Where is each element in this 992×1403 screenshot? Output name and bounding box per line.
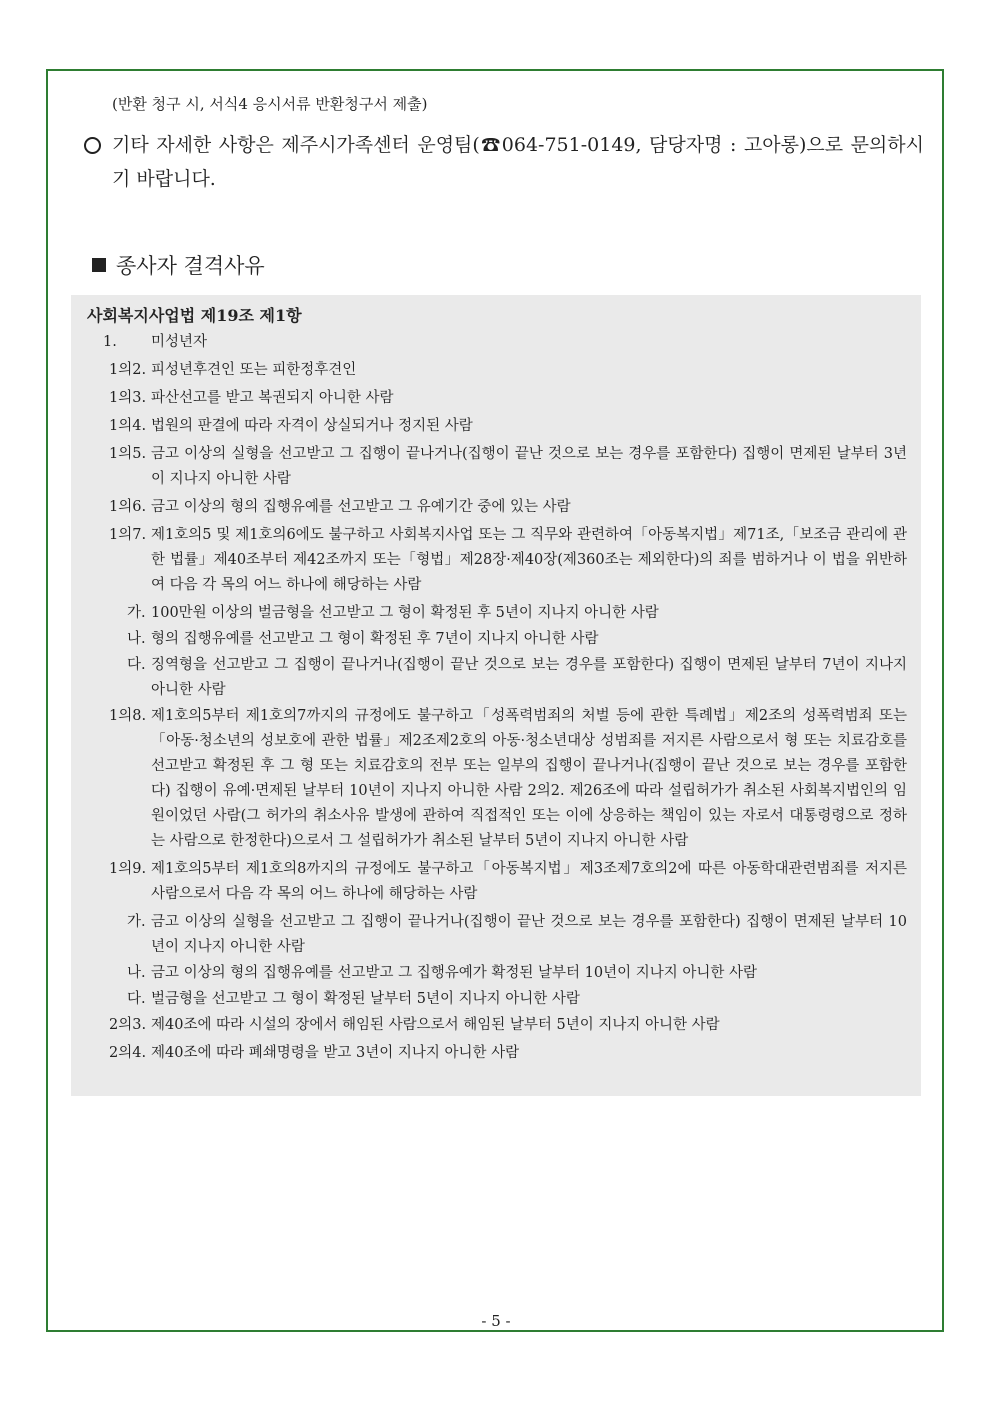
item-text: 금고 이상의 형의 집행유예를 선고받고 그 유예기간 중에 있는 사람 [151,499,571,515]
list-item [71,1041,921,1066]
item-text: 금고 이상의 실형을 선고받고 그 집행이 끝나거나(집행이 끝난 것으로 보는 경우를 포함한다) 집행이 면제된 날부터 3년이 지나지 아니한 사람 [151,446,907,487]
section-title-text: 종사자 결격사유 [116,254,265,278]
item-number: 1의7. [109,527,147,543]
sub-item-text: 징역형을 선고받고 그 집행이 끝나거나(집행이 끝난 것으로 보는 경우를 포함한다) 집행이 면제된 날부터 7년이 지나지 아니한 사람 [151,657,907,698]
item-number: 2의4. [109,1045,147,1061]
list-item [71,857,921,907]
sub-item-marker: 가. [127,914,146,930]
page-number: - 5 - [481,1312,511,1330]
list-item [71,704,921,854]
item-number: 1의4. [109,418,147,434]
item-number: 1의8. [109,708,147,724]
item-text: 피성년후견인 또는 피한정후견인 [151,362,357,378]
item-number: 1의6. [109,499,147,515]
sub-item-marker: 나. [127,631,146,647]
item-text: 법원의 판결에 따라 자격이 상실되거나 정지된 사람 [151,418,473,434]
contact-text: 기타 자세한 사항은 제주시가족센터 운영팀(☎064-751-0149, 담당자명 : 고아롱)으로 문의하시기 바랍니다. [112,134,924,190]
disqualification-box [71,295,921,1096]
list-item [71,330,921,355]
sub-item-marker: 다. [127,657,146,673]
item-number: 1의9. [109,861,147,877]
section-title [92,250,265,280]
list-item [71,358,921,383]
sub-item [71,627,921,652]
item-number: 1의3. [109,390,147,406]
item-text: 제40조에 따라 폐쇄명령을 받고 3년이 지나지 아니한 사람 [151,1045,520,1061]
sub-item [71,601,921,626]
sub-item [71,987,921,1012]
item-number: 1. [103,334,117,350]
sub-item-text: 금고 이상의 실형을 선고받고 그 집행이 끝나거나(집행이 끝난 것으로 보는 경우를 포함한다) 집행이 면제된 날부터 10년이 지나지 아니한 사람 [151,914,907,955]
contact-paragraph [84,128,924,196]
item-text: 미성년자 [151,334,208,350]
item-number: 1의2. [109,362,147,378]
item-text: 제40조에 따라 시설의 장에서 해임된 사람으로서 해임된 날부터 5년이 지나지 아니한 사람 [151,1017,720,1033]
circle-bullet-icon [84,137,101,154]
sub-item-text: 형의 집행유예를 선고받고 그 형이 확정된 후 7년이 지나지 아니한 사람 [151,631,599,647]
item-number: 2의3. [109,1017,147,1033]
sub-item-marker: 나. [127,965,146,981]
sub-item [71,653,921,703]
item-text: 제1호의5부터 제1호의8까지의 규정에도 불구하고「아동복지법」제3조제7호의2에 따른 아동학대관련범죄를 저지른 사람으로서 다음 각 목의 어느 하나에 해당하는 사람 [151,861,907,902]
sub-item-text: 100만원 이상의 벌금형을 선고받고 그 형이 확정된 후 5년이 지나지 아니한 사람 [151,605,659,621]
item-number: 1의5. [109,446,147,462]
item-text: 파산선고를 받고 복권되지 아니한 사람 [151,390,394,406]
list-item [71,414,921,439]
list-item [71,523,921,598]
refund-note: (반환 청구 시, 서식4 응시서류 반환청구서 제출) [112,95,428,113]
sub-item-text: 벌금형을 선고받고 그 형이 확정된 날부터 5년이 지나지 아니한 사람 [151,991,580,1007]
sub-item [71,910,921,960]
list-item [71,386,921,411]
item-text: 제1호의5부터 제1호의7까지의 규정에도 불구하고「성폭력범죄의 처벌 등에 관한 특례법」제2조의 성폭력범죄 또는「아동·청소년의 성보호에 관한 법률」제2조제2호의 아동·청소년대상 성범죄를 저지른 사람으로서 형 또는 치료감호를 선고받고 확정된 후 그 형 또는 치료감호의 전부 또는 일부의 집행이 끝나거나(집행이 끝난 것으로 보는 경우를 포함한다) 집행이 유예·면제된 날부터 10년이 지나지 아니한 사람 2의2. 제26조에 따라 설립허가가 취소된 사회복지법인의 임원이었던 사람(그 허가의 취소사유 발생에 관하여 직접적인 또는 이에 상응하는 책임이 있는 자로서 대통령령으로 정하는 사람으로 한정한다)으로서 그 설립허가가 취소된 날부터 5년이 지나지 아니한 사람 [151,708,907,849]
list-item [71,495,921,520]
square-bullet-icon [92,258,106,272]
sub-item-text: 금고 이상의 형의 집행유예를 선고받고 그 집행유예가 확정된 날부터 10년이 지나지 아니한 사람 [151,965,758,981]
sub-item [71,961,921,986]
list-item [71,1013,921,1038]
item-list [71,330,921,1069]
sub-item-marker: 가. [127,605,146,621]
law-title: 사회복지사업법 제19조 제1항 [87,306,302,325]
sub-item-marker: 다. [127,991,146,1007]
item-text: 제1호의5 및 제1호의6에도 불구하고 사회복지사업 또는 그 직무와 관련하여「아동복지법」제71조,「보조금 관리에 관한 법률」제40조부터 제42조까지 또는「형법」제28장·제40장(제360조는 제외한다)의 죄를 범하거나 이 법을 위반하여 다음 각 목의 어느 하나에 해당하는 사람 [151,527,907,593]
list-item [71,442,921,492]
